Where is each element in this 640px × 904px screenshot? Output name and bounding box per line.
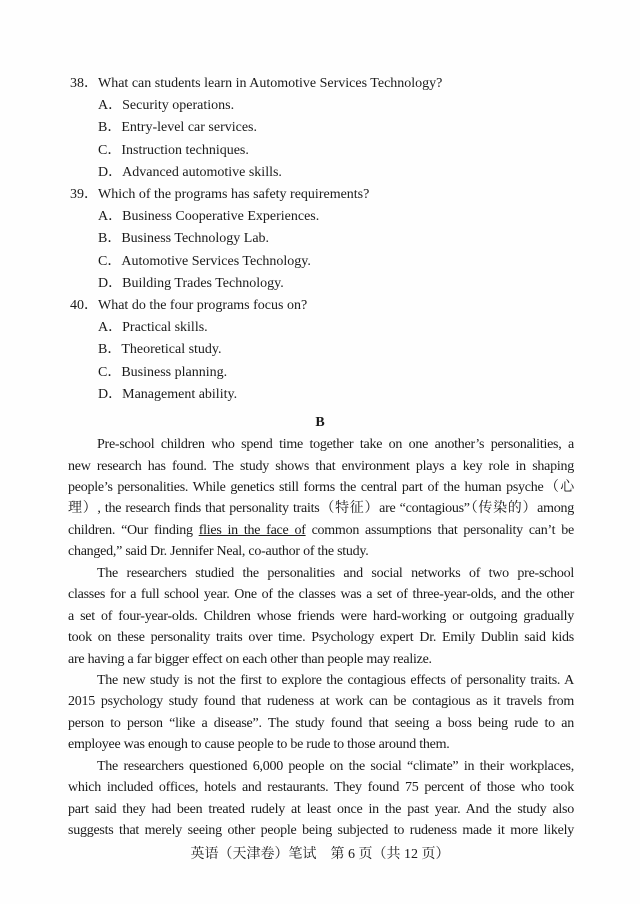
- passage-line: [68, 606, 574, 627]
- option-letter: C．: [98, 364, 122, 380]
- passage-line: [68, 456, 574, 477]
- text-segment: children. “Our finding: [68, 522, 199, 538]
- passage-line: [68, 799, 574, 820]
- question-text: What can students learn in Automotive Services Technology?: [98, 76, 443, 91]
- text-segment: person to person “like a disease”. The study found that seeing a boss being rude to an: [68, 715, 574, 731]
- answer-option: [70, 206, 570, 228]
- passage-line: [68, 670, 574, 691]
- text-segment: changed,” said Dr. Jennifer Neal, co-author of the study.: [68, 544, 369, 560]
- question-number: 40．: [70, 298, 98, 314]
- section-title: B: [315, 415, 325, 431]
- option-text: Business Cooperative Experiences.: [122, 209, 320, 225]
- passage-line: [68, 649, 574, 670]
- option-text: Building Trades Technology.: [122, 275, 284, 291]
- passage-line: [68, 434, 574, 455]
- option-text: Advanced automotive skills.: [122, 164, 282, 180]
- passage-line: [68, 756, 574, 777]
- option-text: Automotive Services Technology.: [121, 253, 311, 269]
- question-text: What do the four programs focus on?: [98, 298, 308, 314]
- text-segment: part said they had been treated rudely at least once in the past year. And the study also: [68, 801, 574, 817]
- passage-paragraph: [68, 756, 574, 842]
- passage-line: [68, 563, 574, 584]
- question-list: [70, 73, 570, 406]
- option-letter: D．: [98, 275, 123, 291]
- passage-paragraph: [68, 563, 574, 670]
- option-text: Business planning.: [121, 364, 228, 380]
- passage-line: [68, 541, 574, 562]
- passage-line: [68, 498, 574, 519]
- option-letter: B．: [98, 342, 122, 358]
- text-segment: suggests that merely seeing other people being subjected to rudeness made it more likely: [68, 823, 574, 839]
- passage-line: [68, 734, 574, 755]
- underlined-phrase: flies in the face of: [198, 522, 306, 538]
- option-text: Management ability.: [122, 386, 238, 402]
- text-segment: new research has found. The study shows that environment plays a key role in shaping: [68, 458, 574, 474]
- text-segment: 2015 psychology study found that rudeness at work can be contagious as it travels from: [68, 694, 574, 710]
- passage-line: [68, 584, 574, 605]
- option-letter: A．: [98, 98, 123, 114]
- page-footer: 英语（天津卷）笔试 第 6 页（共 12 页）: [190, 846, 450, 862]
- option-text: Entry-level car services.: [121, 120, 257, 136]
- text-segment: The new study is not the first to explore the contagious effects of personality traits. A: [97, 673, 574, 689]
- passage-line: [68, 777, 574, 798]
- question-text: Which of the programs has safety requirements?: [98, 187, 370, 203]
- answer-option: [70, 339, 570, 361]
- option-text: Instruction techniques.: [121, 142, 249, 158]
- option-letter: B．: [98, 231, 122, 247]
- text-segment: employee was enough to cause people to be rude to those around them.: [68, 737, 450, 753]
- option-letter: C．: [98, 253, 122, 269]
- answer-option: [70, 362, 570, 384]
- answer-option: [70, 317, 570, 339]
- text-segment: which included offices, hotels and restaurants. They found 75 percent of those who took: [68, 780, 574, 796]
- text-segment: Pre-school children who spend time together take on one another’s personalities, a: [97, 437, 574, 453]
- answer-option: [70, 117, 570, 139]
- answer-option: [70, 251, 570, 273]
- option-letter: D．: [98, 164, 123, 180]
- option-text: Security operations.: [122, 98, 235, 114]
- passage-paragraph: [68, 434, 574, 563]
- answer-option: [70, 384, 570, 406]
- passage-line: [68, 713, 574, 734]
- option-text: Theoretical study.: [121, 342, 222, 358]
- option-letter: D．: [98, 386, 123, 402]
- text-segment: classes for a full school year. One of the classes was a set of three-year-olds, and the other: [68, 587, 574, 603]
- question-stem: [70, 73, 570, 95]
- text-segment: took on these personality traits over time. Psychology expert Dr. Emily Dublin said kids: [68, 630, 574, 646]
- question-stem: [70, 184, 570, 206]
- answer-option: [70, 162, 570, 184]
- text-segment: The researchers questioned 6,000 people on the social “climate” in their workplaces,: [97, 758, 574, 774]
- answer-option: [70, 95, 570, 117]
- text-segment: a set of four-year-olds. Children whose friends were hard-working or outgoing gradually: [68, 608, 574, 624]
- passage-paragraph: [68, 670, 574, 756]
- question-number: 39．: [70, 187, 98, 203]
- text-segment: 理）, the research finds that personality traits（特征）are “contagious”（传染的）among: [68, 501, 574, 517]
- reading-passage: [68, 434, 574, 842]
- answer-option: [70, 140, 570, 162]
- answer-option: [70, 273, 570, 295]
- answer-option: [70, 228, 570, 250]
- option-letter: A．: [98, 320, 123, 336]
- option-text: Business Technology Lab.: [121, 231, 270, 247]
- passage-line: [68, 520, 574, 541]
- passage-line: [68, 691, 574, 712]
- text-segment: common assumptions that personality can’t be: [305, 522, 574, 538]
- text-segment: people’s personalities. While genetics still forms the central part of the human psyche（心: [68, 479, 574, 495]
- text-segment: are having a far bigger effect on each other than people may realize.: [68, 651, 432, 667]
- question-stem: [70, 295, 570, 317]
- option-letter: B．: [98, 120, 122, 136]
- passage-line: [68, 477, 574, 498]
- option-letter: C．: [98, 142, 122, 158]
- passage-line: [68, 627, 574, 648]
- passage-line: [68, 820, 574, 841]
- option-text: Practical skills.: [122, 320, 208, 336]
- option-letter: A．: [98, 209, 123, 225]
- question-number: 38．: [70, 76, 98, 91]
- text-segment: The researchers studied the personalities and social networks of two pre-school: [97, 565, 574, 581]
